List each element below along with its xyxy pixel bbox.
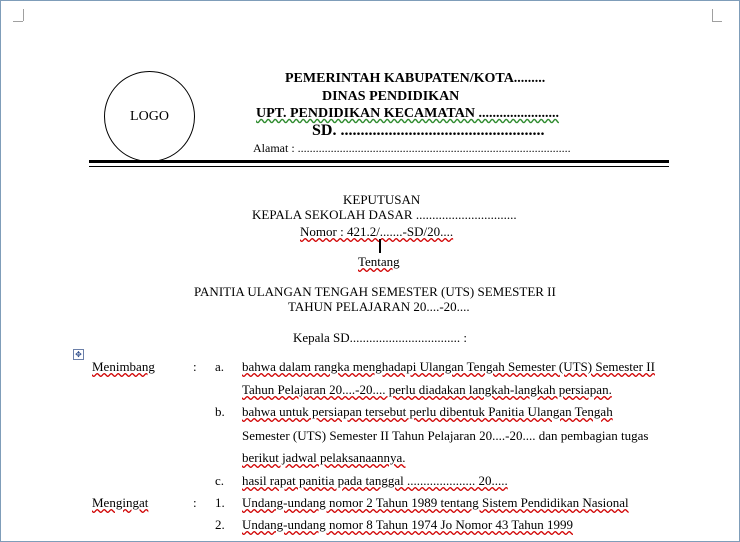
decree-issuer: KEPALA SEKOLAH DASAR ............................... (252, 207, 517, 222)
letterhead-school: SD. ................................................... (312, 122, 545, 139)
margin-corner-mark (712, 21, 722, 22)
decree-title: KEPUTUSAN (343, 192, 421, 207)
menimbang-b-line: bahwa untuk persiapan tersebut perlu dibentuk Panitia Ulangan Tengah (242, 404, 613, 419)
logo-label: LOGO (130, 108, 169, 124)
menimbang-colon: : (193, 359, 197, 374)
menimbang-b-line: Semester (UTS) Semester II Tahun Pelajaran 20....-20.... dan pembagian tugas (242, 428, 649, 443)
mengingat-item: Undang-undang nomor 8 Tahun 1974 Jo Nomor 43 Tahun 1999 (242, 517, 573, 532)
list-number: b. (215, 404, 225, 419)
letterhead-department: DINAS PENDIDIKAN (322, 89, 460, 104)
letterhead-address: Alamat : ........................................................................................... (253, 141, 571, 155)
logo-placeholder (104, 71, 195, 162)
list-number: 1. (215, 495, 225, 510)
decree-number: Nomor : 421.2/.......-SD/20.... (300, 224, 454, 239)
list-number: 2. (215, 517, 225, 532)
mengingat-label: Mengingat (92, 495, 149, 510)
menimbang-c-line: hasil rapat panitia pada tanggal ..................... 20..... (242, 473, 508, 488)
menimbang-b-line: berikut jadwal pelaksanaannya. (242, 450, 406, 465)
decree-about: Tentang (358, 254, 400, 269)
margin-corner-mark (712, 9, 713, 21)
mengingat-colon: : (193, 495, 197, 510)
table-move-handle-icon[interactable]: ✥ (73, 349, 84, 360)
menimbang-label: Menimbang (92, 359, 155, 374)
letterhead-upt: UPT. PENDIDIKAN KECAMATAN ....................... (256, 106, 559, 121)
mengingat-item: Undang-undang nomor 2 Tahun 1989 tentang Sistem Pendidikan Nasional (242, 495, 629, 510)
menimbang-a-line: bahwa dalam rangka menghadapi Ulangan Tengah Semester (UTS) Semester II (242, 359, 655, 374)
letterhead-rule-thick (89, 160, 669, 163)
menimbang-a-line: Tahun Pelajaran 20....-20.... perlu diadakan langkah-langkah persiapan. (242, 382, 612, 397)
decree-subject: PANITIA ULANGAN TENGAH SEMESTER (UTS) SEMESTER II (194, 284, 556, 299)
list-number: c. (215, 473, 225, 488)
letterhead-government: PEMERINTAH KABUPATEN/KOTA......... (285, 71, 546, 86)
text-cursor (379, 239, 381, 253)
letterhead-rule-thin (89, 166, 669, 167)
margin-corner-mark (23, 9, 24, 21)
margin-corner-mark (13, 21, 23, 22)
list-number: a. (215, 359, 225, 374)
decree-year: TAHUN PELAJARAN 20....-20.... (288, 299, 470, 314)
decree-principal: Kepala SD.................................. : (293, 330, 468, 345)
